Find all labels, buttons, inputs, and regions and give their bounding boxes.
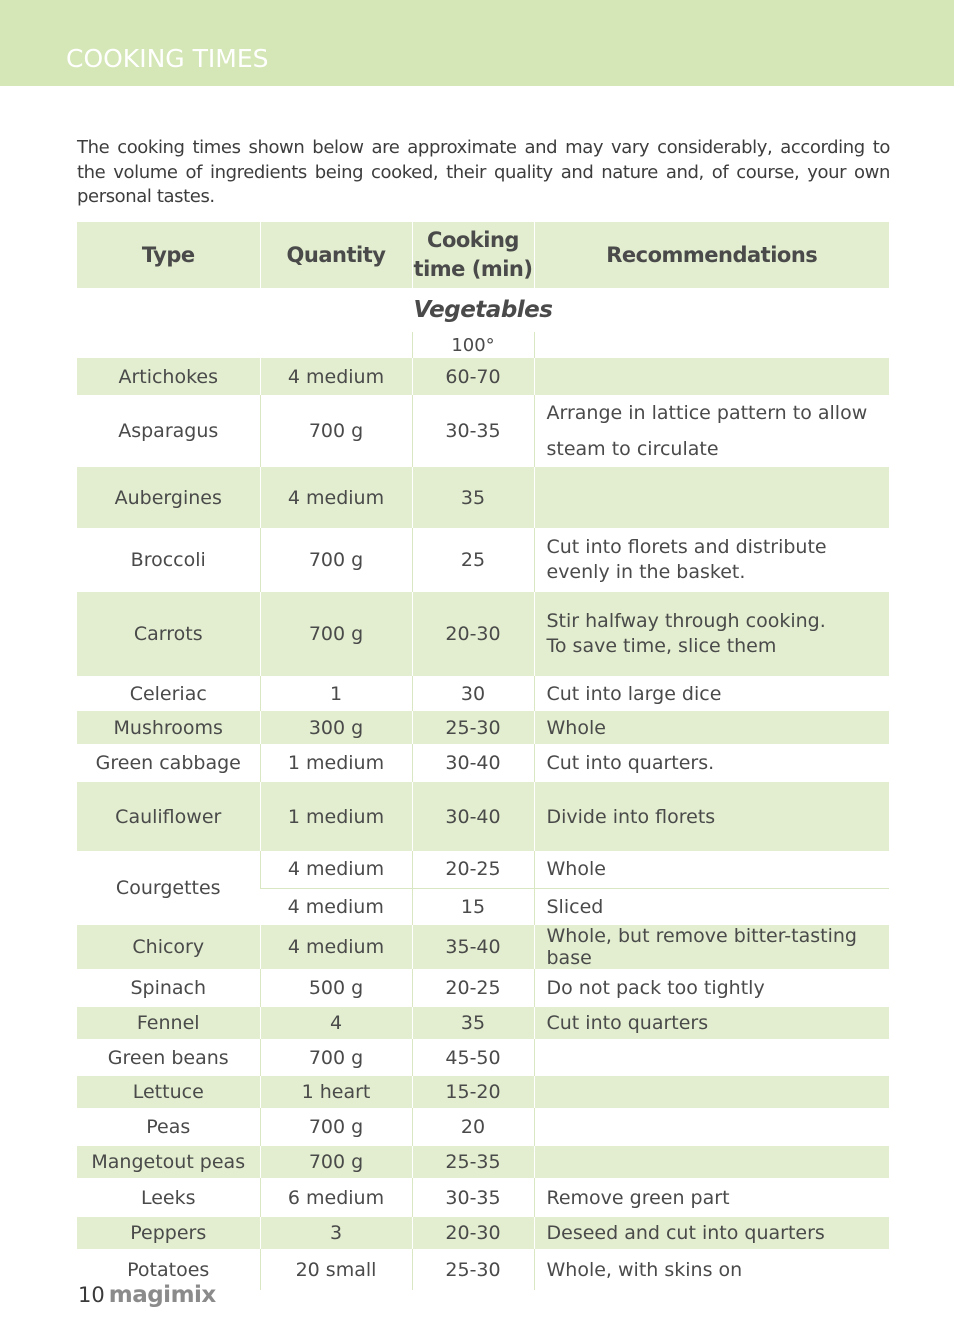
recommendation-cell	[534, 1108, 889, 1146]
empty-cell	[260, 332, 412, 358]
type-cell: Aubergines	[77, 467, 260, 528]
table-row	[77, 925, 889, 969]
time-cell: 30-40	[412, 782, 534, 851]
table-row	[77, 395, 889, 467]
time-cell: 35	[412, 1007, 534, 1039]
table-row	[77, 1007, 889, 1039]
table-row	[77, 676, 889, 711]
table-row	[77, 528, 889, 592]
type-cell: Fennel	[77, 1007, 260, 1039]
time-cell: 20-30	[412, 592, 534, 676]
table-row	[77, 851, 889, 888]
recommendation-cell	[534, 1146, 889, 1178]
table-row	[77, 1039, 889, 1076]
recommendation-line: Stir halfway through cooking.	[546, 610, 826, 632]
recommendation-cell: Whole	[534, 851, 889, 888]
quantity-cell: 3	[260, 1217, 412, 1249]
quantity-cell: 4 medium	[260, 925, 412, 969]
recommendation-cell: Arrange in lattice pattern to allow steam to circulate	[534, 395, 889, 467]
column-header-recommendations: Recommendations	[534, 222, 889, 288]
type-cell: Mushrooms	[77, 711, 260, 744]
column-header-cooking-line2: time (min)	[413, 257, 533, 281]
table-row	[77, 969, 889, 1007]
time-cell: 20-25	[412, 969, 534, 1007]
time-cell: 25-30	[412, 1249, 534, 1290]
table-row	[77, 592, 889, 676]
type-cell: Green cabbage	[95, 752, 241, 774]
table-row	[77, 1108, 889, 1146]
recommendation-cell: Cut into large dice	[534, 676, 889, 711]
brand-logo: magimix	[108, 1282, 216, 1308]
time-cell: 35-40	[412, 925, 534, 969]
recommendation-cell: Whole, but remove bitter-tasting base	[534, 925, 889, 969]
empty-cell	[77, 332, 260, 358]
quantity-cell: 700 g	[260, 1146, 412, 1178]
recommendation-cell	[534, 358, 889, 395]
table-row	[77, 1178, 889, 1217]
type-cell: Leeks	[140, 1186, 196, 1209]
recommendation-cell	[534, 1039, 889, 1076]
time-cell: 20	[412, 1108, 534, 1146]
quantity-cell: 4	[260, 1007, 412, 1039]
section-title: Vegetables	[413, 297, 553, 323]
page-number: 10	[78, 1283, 105, 1307]
recommendation-line: To save time, slice them	[546, 635, 777, 657]
table-row	[77, 467, 889, 528]
recommendation-cell: Cut into quarters.	[534, 744, 889, 782]
quantity-cell: 4 medium	[260, 467, 412, 528]
recommendation-cell	[534, 1076, 889, 1108]
recommendation-cell: Remove green part	[534, 1178, 889, 1217]
type-cell: Lettuce	[77, 1076, 260, 1108]
table-header-row	[77, 222, 889, 288]
type-cell: Asparagus	[118, 420, 219, 442]
recommendation-cell	[534, 592, 889, 676]
table-row	[77, 1146, 889, 1178]
recommendation-cell: Cut into quarters	[534, 1007, 889, 1039]
time-cell: 25	[412, 528, 534, 592]
empty-cell	[534, 332, 889, 358]
type-cell: Celeriac	[129, 682, 207, 705]
type-cell: Potatoes	[127, 1258, 210, 1281]
table-row	[77, 1076, 889, 1108]
temperature-row	[77, 332, 889, 358]
type-cell: Cauliflower	[77, 782, 260, 851]
column-header-quantity: Quantity	[260, 222, 412, 288]
quantity-cell: 700 g	[260, 592, 412, 676]
quantity-cell: 4 medium	[287, 895, 384, 918]
table-row	[77, 782, 889, 851]
type-cell: Courgettes	[115, 877, 221, 899]
column-header-cooking-line1: Cooking	[427, 228, 519, 252]
time-cell: 15-20	[412, 1076, 534, 1108]
quantity-cell: 4 medium	[260, 851, 412, 888]
recommendation-cell	[534, 467, 889, 528]
quantity-cell: 300 g	[260, 711, 412, 744]
recommendation-cell: Do not pack too tightly	[534, 969, 889, 1007]
type-cell: Chicory	[77, 925, 260, 969]
recommendation-cell: Divide into florets	[534, 782, 889, 851]
table-row	[77, 744, 889, 782]
time-cell: 60-70	[412, 358, 534, 395]
type-cell: Artichokes	[77, 358, 260, 395]
time-cell: 30-40	[412, 744, 534, 782]
quantity-cell: 1	[260, 676, 412, 711]
intro-paragraph: The cooking times shown below are approximate and may vary considerably, according to the volume of ingredients being cooked, their quality and nature and, of course, your own personal tastes.	[77, 137, 890, 207]
quantity-cell: 500 g	[260, 969, 412, 1007]
table-row	[77, 358, 889, 395]
quantity-cell: 20 small	[260, 1249, 412, 1290]
table-row	[77, 1217, 889, 1249]
type-cell: Carrots	[77, 592, 260, 676]
time-cell: 45-50	[412, 1039, 534, 1076]
type-cell: Peas	[146, 1116, 191, 1138]
recommendation-cell: Sliced	[534, 888, 889, 925]
header-band	[0, 0, 954, 86]
recommendation-cell: Whole	[534, 711, 889, 744]
table-row	[77, 711, 889, 744]
time-cell: 25-35	[412, 1146, 534, 1178]
column-header-type: Type	[77, 222, 260, 288]
page-title: COOKING TIMES	[66, 44, 269, 73]
type-cell: Spinach	[130, 977, 207, 999]
recommendation-cell: Cut into florets and distribute evenly in the basket.	[534, 528, 889, 592]
cooking-times-table	[77, 222, 889, 1290]
quantity-cell: 1 heart	[260, 1076, 412, 1108]
type-cell: Green beans	[107, 1046, 229, 1069]
time-cell: 35	[412, 467, 534, 528]
quantity-cell: 4 medium	[260, 358, 412, 395]
column-header-cooking-time	[412, 222, 534, 288]
quantity-cell: 6 medium	[260, 1178, 412, 1217]
type-cell: Peppers	[77, 1217, 260, 1249]
type-cell: Mangetout peas	[77, 1146, 260, 1178]
quantity-cell: 700 g	[260, 1108, 412, 1146]
time-cell: 20-30	[412, 1217, 534, 1249]
time-cell: 30-35	[412, 395, 534, 467]
section-row	[77, 288, 889, 332]
quantity-cell: 700 g	[260, 1039, 412, 1076]
type-cell: Broccoli	[130, 549, 206, 571]
time-cell: 20-25	[412, 851, 534, 888]
temperature-value: 100°	[412, 332, 534, 358]
time-cell: 15	[412, 888, 534, 925]
time-cell: 25-30	[412, 711, 534, 744]
footer	[78, 1282, 216, 1308]
recommendation-cell: Whole, with skins on	[534, 1249, 889, 1290]
quantity-cell: 700 g	[260, 528, 412, 592]
quantity-cell: 1 medium	[260, 782, 412, 851]
quantity-cell: 1 medium	[260, 744, 412, 782]
recommendation-cell: Deseed and cut into quarters	[534, 1217, 889, 1249]
quantity-cell: 700 g	[260, 395, 412, 467]
time-cell: 30	[412, 676, 534, 711]
time-cell: 30-35	[412, 1178, 534, 1217]
